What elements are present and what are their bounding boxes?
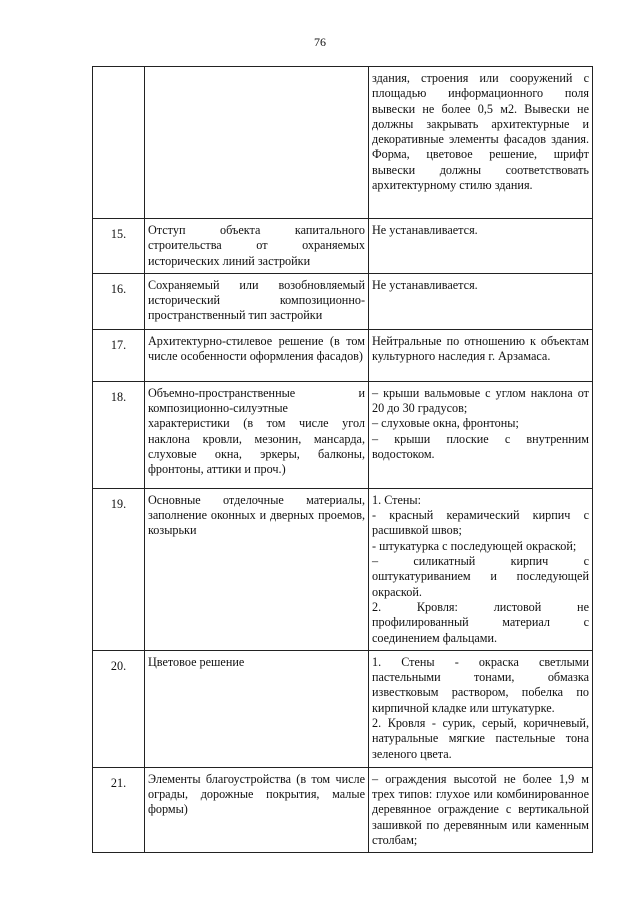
table-row — [93, 67, 593, 219]
parameter-value — [369, 767, 593, 852]
value-line: 2. Кровля - сурик, серый, коричневый, натуральные мягкие пастельные тона зеленого цвета. — [372, 716, 589, 761]
value-line: – силикатный кирпич с оштукатуриванием и последующей окраской. — [372, 554, 589, 599]
table-row — [93, 767, 593, 852]
parameter-name: Основные отделочные материалы, заполнение оконных и дверных проемов, козырьки — [145, 488, 369, 650]
value-line: - штукатурка с последующей окраской; — [372, 538, 577, 553]
value-line: – крыши вальмовые с углом наклона от 20 до 30 градусов; — [372, 385, 589, 416]
row-number — [93, 67, 145, 219]
row-number: 17. — [93, 329, 145, 381]
parameter-value — [369, 329, 593, 381]
parameter-name: Цветовое решение — [145, 650, 369, 767]
value-line: – слуховые окна, фронтоны; — [372, 416, 519, 431]
parameter-value — [369, 67, 593, 219]
parameter-value — [369, 219, 593, 274]
table-row — [93, 329, 593, 381]
parameter-name: Архитектурно-стилевое решение (в том числе особенности оформления фасадов) — [145, 329, 369, 381]
row-number: 15. — [93, 219, 145, 274]
table-row — [93, 219, 593, 274]
value-line: 1. Стены - окраска светлыми пастельными тонами, обмазка известковым раствором, побелка по кирпичной кладке или штукатурке. — [372, 654, 589, 715]
value-line: Не устанавливается. — [372, 223, 478, 237]
value-line: здания, строения или сооружений с площадью информационного поля вывески не более 0,5 м2. Вывески не должны закрывать архитектурные и декоративные элементы фасадов здания. Форма, цветовое решение, шрифт вывески должны соответствовать архитектурному стилю здания. — [372, 71, 589, 193]
page-number: 76 — [314, 35, 326, 49]
parameter-name — [145, 67, 369, 219]
value-line: Не устанавливается. — [372, 277, 478, 292]
parameter-name: Отступ объекта капитального строительства от охраняемых исторических линий застройки — [145, 219, 369, 274]
parameter-value — [369, 381, 593, 488]
parameter-name: Объемно-пространственные и композиционно-силуэтные характеристики (в том числе угол наклона кровли, мезонин, мансарда, слуховые окна, эркеры, балконы, фронтоны, аттики и проч.) — [145, 381, 369, 488]
row-number: 16. — [93, 273, 145, 329]
table-row — [93, 381, 593, 488]
parameter-name: Элементы благоустройства (в том числе ограды, дорожные покрытия, малые формы) — [145, 767, 369, 852]
parameter-value — [369, 650, 593, 767]
value-line: 2. Кровля: листовой не профилированный материал с соединением фальцами. — [372, 599, 589, 645]
value-line: 1. Стены: — [372, 492, 421, 507]
regulations-table — [92, 66, 593, 853]
value-line: – ограждения высотой не более 1,9 м трех типов: глухое или комбинированное деревянное ограждение с вертикальной зашивкой по деревянным или каменным столбам; — [372, 771, 589, 848]
row-number: 19. — [93, 488, 145, 650]
row-number: 20. — [93, 650, 145, 767]
parameter-value — [369, 273, 593, 329]
table-row — [93, 650, 593, 767]
value-line: - красный керамический кирпич с расшивкой швов; — [372, 508, 589, 538]
row-number: 18. — [93, 381, 145, 488]
value-line: – крыши плоские с внутренним водостоком. — [372, 431, 589, 462]
row-number: 21. — [93, 767, 145, 852]
parameter-value — [369, 488, 593, 650]
value-line: Нейтральные по отношению к объектам культурного наследия г. Арзамаса. — [372, 333, 589, 364]
table-row — [93, 488, 593, 650]
table-row — [93, 273, 593, 329]
parameter-name: Сохраняемый или возобновляемый исторический композиционно-пространственный тип застройки — [145, 273, 369, 329]
